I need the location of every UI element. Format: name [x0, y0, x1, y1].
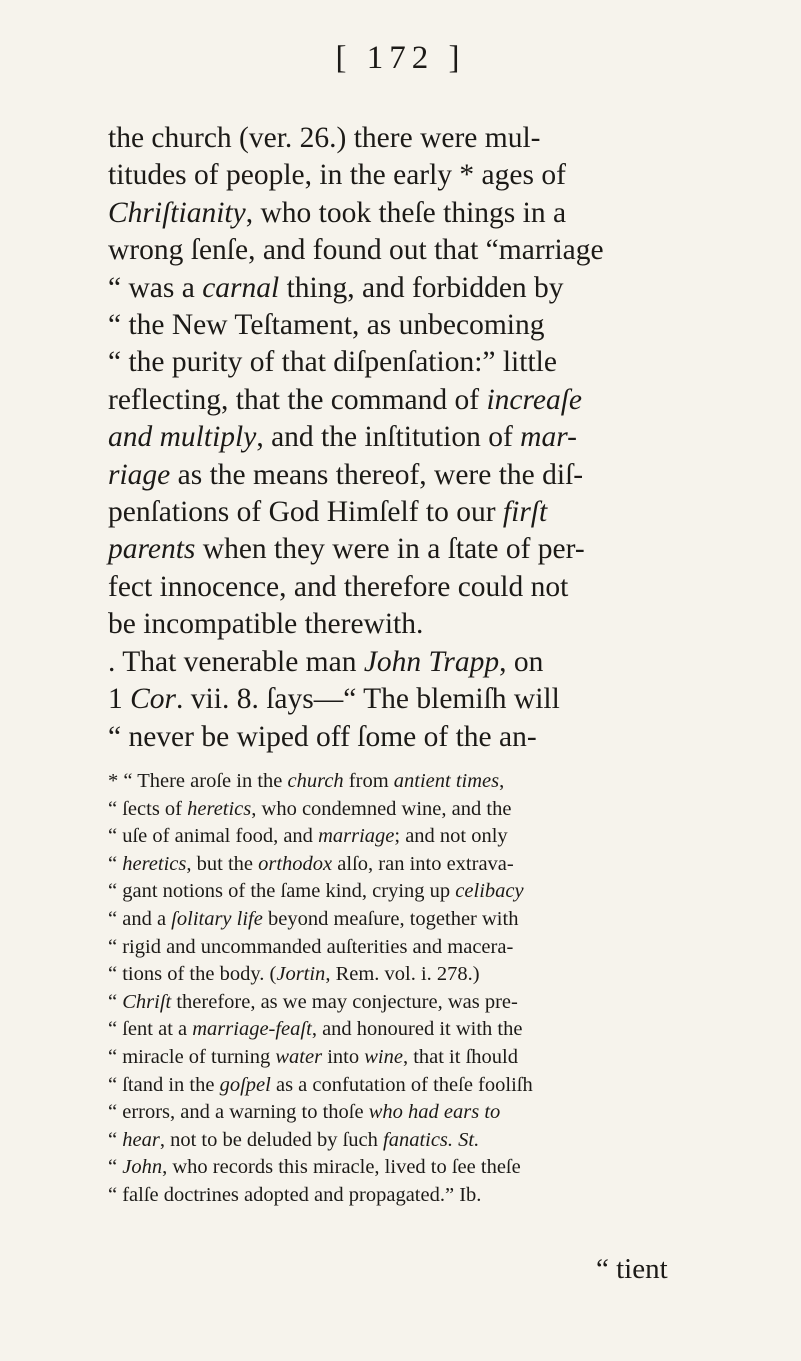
body_lines-line [108, 719, 698, 756]
note_lines-line [108, 1154, 698, 1182]
text-run: “ falſe doctrines adopted and propagated.” Ib. [108, 1183, 482, 1206]
catchword: “ tient [596, 1253, 668, 1285]
text-run: fect innocence, and therefore could not [108, 570, 569, 603]
italic-text: marriage-feaſt [192, 1018, 312, 1041]
note_lines-line [108, 934, 698, 962]
text-run: “ uſe of animal food, and [108, 825, 319, 848]
italic-text: orthodox [258, 852, 333, 875]
text-run: wrong ſenſe, and found out that “marriage [108, 234, 604, 267]
body_lines-line [108, 344, 698, 381]
text-run: “ ſent at a [108, 1018, 193, 1041]
italic-text: Jortin [276, 963, 326, 986]
italic-text: heretics [122, 852, 187, 875]
text-run: “ errors, and a warning to thoſe [108, 1101, 369, 1124]
italic-text: Chriſtianity [108, 196, 246, 229]
body_lines-line [108, 120, 698, 157]
body_lines-line [108, 195, 698, 232]
text-run: “ [108, 990, 123, 1013]
italic-text: water [275, 1045, 323, 1068]
note_lines-line [108, 989, 698, 1017]
text-run: , on [499, 645, 544, 678]
text-run: “ ſects of [108, 797, 188, 820]
text-run: penſations of God Himſelf to our [108, 496, 503, 529]
text-run: * “ There aroſe in the [108, 770, 288, 792]
text-run: from [343, 770, 394, 792]
text-run: , that it ſhould [402, 1045, 518, 1068]
body_lines-line [108, 232, 698, 269]
body_lines-line [108, 270, 698, 307]
footnote [108, 768, 698, 1210]
note_lines-line [108, 768, 698, 796]
italic-text: carnal [202, 271, 280, 304]
body_lines-line [108, 457, 698, 494]
italic-text: hear [122, 1128, 160, 1151]
text-run: 1 [108, 683, 131, 716]
text-run: as a confutation of theſe fooliſh [270, 1073, 533, 1096]
body_lines-line [108, 606, 698, 643]
text-run: , but the [186, 852, 259, 875]
text-run: , who condemned wine, and the [251, 797, 512, 820]
text-run: “ [108, 852, 123, 875]
text-run: , [499, 770, 505, 792]
text-run: alſo, ran into extrava- [332, 852, 514, 875]
italic-text: celibacy [455, 880, 524, 903]
text-run: thing, and forbidden by [279, 271, 564, 304]
text-run: “ and a [108, 907, 172, 930]
page-number: [ 172 ] [335, 40, 466, 76]
italic-text: parents [108, 533, 196, 566]
body_lines-line [108, 157, 698, 194]
note_lines-line [108, 1099, 698, 1127]
body_lines-line [108, 419, 698, 456]
note_lines-line [108, 1127, 698, 1155]
italic-text: Cor [130, 683, 177, 716]
text-run: “ never be wiped off ſome of the an- [108, 720, 537, 753]
body_lines-line [108, 644, 698, 681]
text-run: “ miracle of turning [108, 1045, 276, 1068]
note_lines-line [108, 878, 698, 906]
text-run: , Rem. vol. i. 278.) [325, 963, 480, 986]
body_lines-line [108, 531, 698, 568]
text-run: beyond meaſure, together with [262, 907, 519, 930]
note_lines-line [108, 1072, 698, 1100]
note_lines-line [108, 1044, 698, 1072]
text-run: ; and not only [394, 825, 508, 848]
text-run: “ ſtand in the [108, 1073, 220, 1096]
italic-text: increaſe [486, 383, 583, 416]
text-run: “ was a [108, 271, 203, 304]
text-run: , and honoured it with the [311, 1018, 523, 1041]
italic-text: John Trapp [363, 645, 500, 678]
text-run: “ rigid and uncommanded auſterities and macera- [108, 935, 514, 958]
main-text [108, 120, 698, 756]
text-run: “ [108, 1128, 123, 1151]
italic-text: fanatics. St. [383, 1128, 480, 1151]
italic-text: wine [364, 1045, 403, 1068]
italic-text: church [287, 770, 344, 792]
text-run: , and the inſtitution of [256, 421, 521, 454]
italic-text: Chriſt [122, 990, 172, 1013]
text-run: , not to be deluded by ſuch [159, 1128, 383, 1151]
text-run: . vii. 8. ſays—“ The blemiſh will [176, 683, 560, 716]
text-run: “ gant notions of the ſame kind, crying up [108, 880, 456, 903]
text-run: . That venerable man [108, 645, 364, 678]
italic-text: riage [108, 458, 171, 491]
text-run: “ the purity of that diſpenſation:” little [108, 346, 557, 379]
body_lines-line [108, 382, 698, 419]
italic-text: and multiply [108, 421, 257, 454]
body_lines-line [108, 681, 698, 718]
text-run: when they were in a ſtate of per- [195, 533, 585, 566]
text-run: , who took theſe things in a [245, 196, 567, 229]
text-run: titudes of people, in the early * ages of [108, 159, 566, 192]
note_lines-line [108, 961, 698, 989]
body_lines-line [108, 494, 698, 531]
text-run: the church (ver. 26.) there were mul- [108, 122, 541, 154]
italic-text: goſpel [219, 1073, 271, 1096]
italic-text: ſolitary life [171, 907, 263, 930]
text-run: , who records this miracle, lived to ſee theſe [162, 1156, 521, 1179]
note_lines-line [108, 823, 698, 851]
text-run: into [322, 1045, 365, 1068]
body_lines-line [108, 307, 698, 344]
italic-text: firſt [502, 496, 548, 529]
note_lines-line [108, 906, 698, 934]
note_lines-line [108, 796, 698, 824]
text-run: therefore, as we may conjecture, was pre- [171, 990, 518, 1013]
text-run: “ [108, 1156, 123, 1179]
italic-text: antient times [393, 770, 500, 792]
text-run: reflecting, that the command of [108, 383, 487, 416]
italic-text: heretics [187, 797, 252, 820]
text-run: “ tions of the body. ( [108, 963, 277, 986]
note_lines-line [108, 1182, 698, 1210]
italic-text: who had ears to [368, 1101, 501, 1124]
note_lines-line [108, 1016, 698, 1044]
note_lines-line [108, 851, 698, 879]
italic-text: John [122, 1156, 163, 1179]
body_lines-line [108, 569, 698, 606]
text-run: as the means thereof, were the diſ- [170, 458, 584, 491]
text-run: “ the New Teſtament, as unbecoming [108, 309, 545, 342]
italic-text: marriage [318, 825, 395, 848]
italic-text: mar- [520, 421, 577, 454]
text-run: be incompatible therewith. [108, 608, 424, 641]
